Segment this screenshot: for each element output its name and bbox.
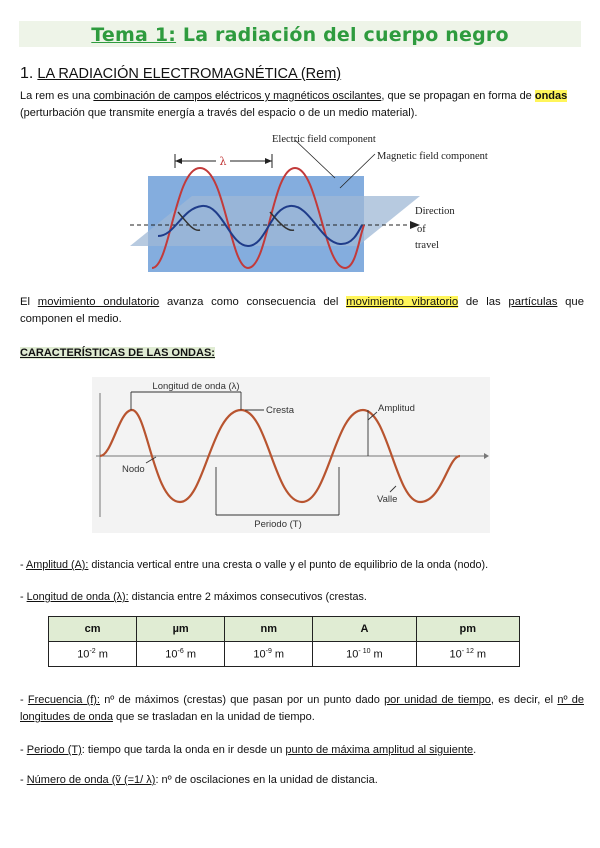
wavenumber-definition: - Número de onda (ṽ (=1/ λ): nº de oscilaciones en la unidad de distancia. — [20, 774, 378, 786]
units-table — [48, 616, 520, 667]
intro-text-3: , que se propagan en forma de — [381, 90, 535, 102]
period-text-2: punto de máxima amplitud al siguiente — [285, 744, 474, 756]
units-header: pm — [416, 617, 519, 642]
units-base: 10 — [77, 648, 90, 661]
amplitude-term: Amplitud (A): — [26, 559, 89, 571]
period-label: Periodo (T) — [254, 519, 302, 530]
amplitude-text: distancia vertical entre una cresta o valle y el punto de equilibrio de la onda (nodo). — [88, 559, 489, 571]
movement-text-1: El — [20, 296, 38, 308]
units-value — [225, 642, 313, 667]
title-bar — [19, 21, 581, 47]
wavelength-term: Longitud de onda (λ): — [26, 591, 129, 603]
frequency-term: Frecuencia (f): — [27, 694, 100, 706]
intro-paragraph — [20, 88, 582, 122]
movement-text-3: avanza como consecuencia del — [159, 296, 347, 308]
movement-text-4: movimiento vibratorio — [346, 296, 459, 308]
wavenumber-term: Número de onda (ṽ (=1/ λ) — [26, 774, 156, 786]
magnetic-label: Magnetic field component — [377, 151, 488, 162]
wavelength-definition: - Longitud de onda (λ): distancia entre 2 máximos consecutivos (crestas. — [20, 591, 367, 603]
crest-label: Cresta — [266, 405, 294, 416]
period-term: Periodo (T) — [26, 744, 82, 756]
direction-label-2: of — [417, 224, 426, 235]
section-heading — [20, 65, 341, 83]
section-number: 1. — [20, 65, 34, 82]
wave-characteristics-figure — [92, 377, 490, 533]
units-header: nm — [225, 617, 313, 642]
units-exp: -6 — [177, 647, 184, 655]
units-value — [137, 642, 225, 667]
units-exp: - 10 — [358, 647, 371, 655]
units-unit: m — [473, 648, 487, 661]
period-text-1: : tiempo que tarda la onda en ir desde un — [81, 744, 286, 756]
units-header: µm — [137, 617, 225, 642]
electric-label: Electric field component — [272, 134, 376, 145]
units-base: 10 — [346, 648, 359, 661]
section-title: LA RADIACIÓN ELECTROMAGNÉTICA (Rem) — [37, 66, 342, 82]
units-exp: -2 — [89, 647, 96, 655]
units-base: 10 — [449, 648, 462, 661]
trough-label: Valle — [377, 494, 398, 505]
direction-label-1: Direction — [415, 206, 455, 217]
units-value — [49, 642, 137, 667]
movement-text-7: que componen el medio. — [20, 296, 584, 325]
amplitude-label: Amplitud — [378, 403, 415, 414]
wavenumber-text: : nº de oscilaciones en la unidad de distancia. — [155, 774, 378, 786]
frequency-text-3: , es decir, el — [490, 694, 558, 706]
direction-label-3: travel — [415, 240, 439, 251]
units-header: A — [313, 617, 416, 642]
node-label: Nodo — [122, 464, 145, 475]
lambda-arrow-right — [265, 158, 272, 164]
title-rest: La radiación del cuerpo negro — [176, 24, 509, 46]
lambda-arrow-left — [175, 158, 182, 164]
electric-leader — [295, 140, 335, 178]
units-value — [313, 642, 416, 667]
period-definition: - Periodo (T): tiempo que tarda la onda en ir desde un punto de máxima amplitud al siguiente. — [20, 744, 477, 756]
frequency-text-2: por unidad de tiempo — [384, 694, 491, 706]
em-wave-figure — [130, 128, 488, 278]
units-value — [416, 642, 519, 667]
frequency-text-5: que se trasladan en la unidad de tiempo. — [112, 711, 315, 723]
movement-text-2: movimiento ondulatorio — [37, 296, 160, 308]
movement-text-6: partículas — [508, 296, 558, 308]
units-base: 10 — [253, 648, 266, 661]
wavelength-label: Longitud de onda (λ) — [152, 381, 240, 392]
page-title — [19, 24, 581, 46]
units-header-row — [49, 617, 520, 642]
characteristics-heading: CARACTERÍSTICAS DE LAS ONDAS: — [20, 347, 215, 359]
title-prefix: Tema 1: — [91, 24, 177, 46]
movement-paragraph — [20, 294, 584, 328]
wavelength-text: distancia entre 2 máximos consecutivos (crestas. — [128, 591, 367, 603]
movement-text-5: de las — [458, 296, 509, 308]
intro-text-1: La rem es una — [20, 90, 94, 102]
units-exp: - 12 — [461, 647, 474, 655]
units-unit: m — [271, 648, 285, 661]
units-exp: -9 — [265, 647, 272, 655]
units-unit: m — [183, 648, 196, 661]
units-unit: m — [370, 648, 383, 661]
lambda-label: λ — [219, 155, 227, 168]
period-text-3: . — [473, 744, 477, 756]
intro-text-2: combinación de campos eléctricos y magnéticos oscilantes — [93, 90, 382, 102]
units-header: cm — [49, 617, 137, 642]
frequency-text-4: nº de longitudes de onda — [20, 694, 584, 723]
frequency-definition: - Frecuencia (f): nº de máximos (crestas) que pasan por un punto dado por unidad de tiempo, es decir, el nº de longitudes de onda que se trasladan en la unidad de tiempo. — [20, 694, 584, 723]
units-unit: m — [95, 648, 108, 661]
amplitude-definition: - Amplitud (A): distancia vertical entre una cresta o valle y el punto de equilibrio de la onda (nodo). — [20, 559, 489, 571]
frequency-text-1: nº de máximos (crestas) que pasan por un punto dado — [99, 694, 385, 706]
intro-text-5: (perturbación que transmite energía a través del espacio o de un medio material). — [20, 107, 418, 119]
units-value-row — [49, 642, 520, 667]
intro-text-4: ondas — [534, 90, 568, 102]
units-base: 10 — [165, 648, 178, 661]
